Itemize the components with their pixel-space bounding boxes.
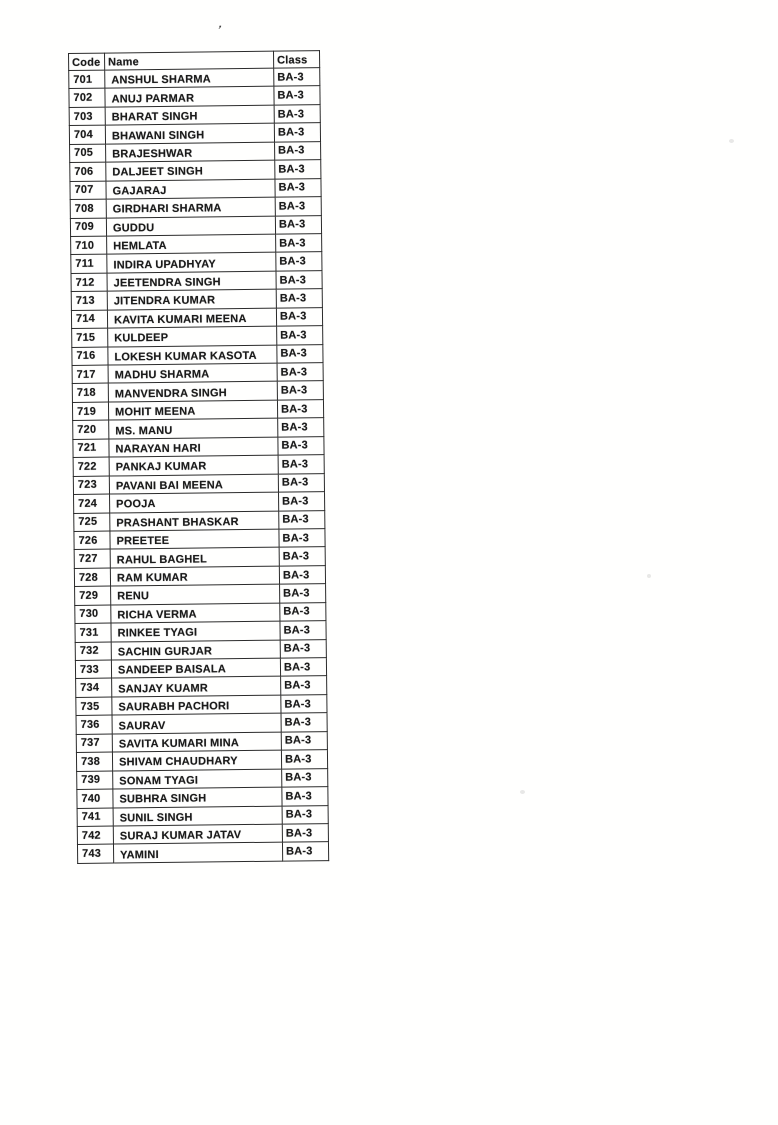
code-cell: 709	[70, 218, 106, 237]
class-cell: BA-3	[282, 787, 328, 806]
name-cell: SONAM TYAGI	[113, 769, 282, 789]
student-roster-table	[68, 50, 329, 864]
name-cell: BHAWANI SINGH	[105, 123, 274, 143]
class-cell: BA-3	[275, 215, 321, 234]
code-cell: 720	[73, 420, 109, 439]
class-cell: BA-3	[274, 123, 320, 142]
code-cell: 722	[73, 457, 109, 476]
class-cell: BA-3	[282, 842, 328, 861]
name-cell: DALJEET SINGH	[106, 160, 275, 180]
name-cell: RICHA VERMA	[111, 603, 280, 623]
name-cell: PREETEE	[110, 529, 279, 549]
code-cell: 711	[71, 254, 107, 273]
code-cell: 724	[74, 494, 110, 513]
name-cell: ANSHUL SHARMA	[105, 68, 274, 88]
name-cell: KULDEEP	[108, 326, 277, 346]
name-cell: JITENDRA KUMAR	[107, 289, 276, 309]
name-cell: ANUJ PARMAR	[105, 87, 274, 107]
class-cell: BA-3	[275, 178, 321, 197]
code-cell: 726	[74, 531, 110, 550]
name-cell: LOKESH KUMAR KASOTA	[108, 345, 277, 365]
code-cell: 717	[72, 365, 108, 384]
class-cell: BA-3	[275, 160, 321, 179]
code-cell: 715	[72, 328, 108, 347]
name-cell: POOJA	[110, 492, 279, 512]
name-cell: MADHU SHARMA	[108, 363, 277, 383]
code-cell: 713	[71, 291, 107, 310]
code-cell: 719	[72, 402, 108, 421]
class-cell: BA-3	[280, 621, 326, 640]
name-cell: RAM KUMAR	[110, 566, 279, 586]
class-cell: BA-3	[275, 141, 321, 160]
student-table-body	[69, 68, 329, 864]
code-cell: 743	[77, 844, 113, 863]
code-cell: 704	[69, 125, 105, 144]
class-cell: BA-3	[277, 399, 323, 418]
name-cell: JEETENDRA SINGH	[107, 271, 276, 291]
name-cell: INDIRA UPADHYAY	[107, 253, 276, 273]
name-cell: SAURABH PACHORI	[112, 695, 281, 715]
name-cell: KAVITA KUMARI MEENA	[107, 308, 276, 328]
name-cell: GAJARAJ	[106, 179, 275, 199]
code-cell: 741	[77, 808, 113, 827]
code-cell: 703	[69, 107, 105, 126]
class-cell: BA-3	[281, 731, 327, 750]
class-cell: BA-3	[276, 270, 322, 289]
name-cell: RINKEE TYAGI	[111, 621, 280, 641]
class-cell: BA-3	[277, 326, 323, 345]
name-cell: SAURAV	[112, 713, 281, 733]
class-cell: BA-3	[279, 547, 325, 566]
class-cell: BA-3	[279, 510, 325, 529]
class-cell: BA-3	[276, 289, 322, 308]
name-cell: GIRDHARI SHARMA	[106, 197, 275, 217]
class-cell: BA-3	[274, 105, 320, 124]
code-cell: 736	[76, 715, 112, 734]
code-cell: 730	[75, 605, 111, 624]
column-header-name: Name	[105, 51, 274, 70]
code-cell: 710	[71, 236, 107, 255]
name-cell: SAVITA KUMARI MINA	[112, 732, 281, 752]
class-cell: BA-3	[280, 639, 326, 658]
class-cell: BA-3	[276, 234, 322, 253]
name-cell: PANKAJ KUMAR	[109, 455, 278, 475]
name-cell: MANVENDRA SINGH	[108, 382, 277, 402]
name-cell: PAVANI BAI MEENA	[109, 474, 278, 494]
column-header-class: Class	[273, 51, 319, 69]
code-cell: 734	[76, 678, 112, 697]
code-cell: 729	[75, 586, 111, 605]
class-cell: BA-3	[274, 68, 320, 87]
name-cell: RENU	[111, 584, 280, 604]
code-cell: 721	[73, 439, 109, 458]
code-cell: 723	[73, 476, 109, 495]
name-cell: BHARAT SINGH	[105, 105, 274, 125]
name-cell: SACHIN GURJAR	[111, 640, 280, 660]
code-cell: 718	[72, 384, 108, 403]
class-cell: BA-3	[278, 436, 324, 455]
class-cell: BA-3	[276, 252, 322, 271]
code-cell: 742	[77, 826, 113, 845]
column-header-code: Code	[69, 53, 105, 70]
class-cell: BA-3	[278, 418, 324, 437]
scan-speck	[647, 574, 651, 578]
class-cell: BA-3	[275, 197, 321, 216]
class-cell: BA-3	[281, 676, 327, 695]
code-cell: 701	[69, 70, 105, 89]
class-cell: BA-3	[276, 307, 322, 326]
code-cell: 727	[74, 549, 110, 568]
class-cell: BA-3	[282, 768, 328, 787]
code-cell: 738	[76, 752, 112, 771]
class-cell: BA-3	[278, 473, 324, 492]
name-cell: SANJAY KUAMR	[112, 677, 281, 697]
code-cell: 708	[70, 199, 106, 218]
class-cell: BA-3	[280, 602, 326, 621]
code-cell: 706	[70, 162, 106, 181]
class-cell: BA-3	[277, 363, 323, 382]
name-cell: SHIVAM CHAUDHARY	[112, 750, 281, 770]
code-cell: 740	[77, 789, 113, 808]
student-roster-table-wrap	[68, 50, 329, 864]
code-cell: 728	[74, 568, 110, 587]
name-cell: HEMLATA	[107, 234, 276, 254]
name-cell: SANDEEP BAISALA	[111, 658, 280, 678]
name-cell: YAMINI	[113, 842, 282, 862]
class-cell: BA-3	[274, 86, 320, 105]
scan-speck	[520, 790, 525, 794]
code-cell: 737	[76, 734, 112, 753]
class-cell: BA-3	[277, 344, 323, 363]
table-row	[77, 842, 328, 863]
class-cell: BA-3	[280, 584, 326, 603]
class-cell: BA-3	[277, 381, 323, 400]
code-cell: 714	[71, 310, 107, 329]
name-cell: SUNIL SINGH	[113, 806, 282, 826]
class-cell: BA-3	[282, 824, 328, 843]
code-cell: 705	[70, 144, 106, 163]
scan-speck	[729, 139, 734, 143]
class-cell: BA-3	[279, 529, 325, 548]
class-cell: BA-3	[278, 492, 324, 511]
class-cell: BA-3	[280, 658, 326, 677]
code-cell: 733	[75, 660, 111, 679]
name-cell: SUBHRA SINGH	[113, 787, 282, 807]
name-cell: RAHUL BAGHEL	[110, 548, 279, 568]
code-cell: 702	[69, 89, 105, 108]
code-cell: 707	[70, 181, 106, 200]
name-cell: PRASHANT BHASKAR	[110, 511, 279, 531]
name-cell: GUDDU	[106, 216, 275, 236]
code-cell: 739	[77, 771, 113, 790]
class-cell: BA-3	[281, 750, 327, 769]
code-cell: 732	[75, 642, 111, 661]
name-cell: NARAYAN HARI	[109, 437, 278, 457]
class-cell: BA-3	[282, 805, 328, 824]
name-cell: MOHIT MEENA	[108, 400, 277, 420]
name-cell: MS. MANU	[109, 418, 278, 438]
class-cell: BA-3	[278, 455, 324, 474]
name-cell: SURAJ KUMAR JATAV	[113, 824, 282, 844]
code-cell: 716	[72, 347, 108, 366]
class-cell: BA-3	[281, 694, 327, 713]
code-cell: 712	[71, 273, 107, 292]
scan-artifact-top-mark: ’	[215, 23, 222, 37]
code-cell: 735	[76, 697, 112, 716]
class-cell: BA-3	[279, 565, 325, 584]
class-cell: BA-3	[281, 713, 327, 732]
code-cell: 725	[74, 513, 110, 532]
name-cell: BRAJESHWAR	[106, 142, 275, 162]
code-cell: 731	[75, 623, 111, 642]
